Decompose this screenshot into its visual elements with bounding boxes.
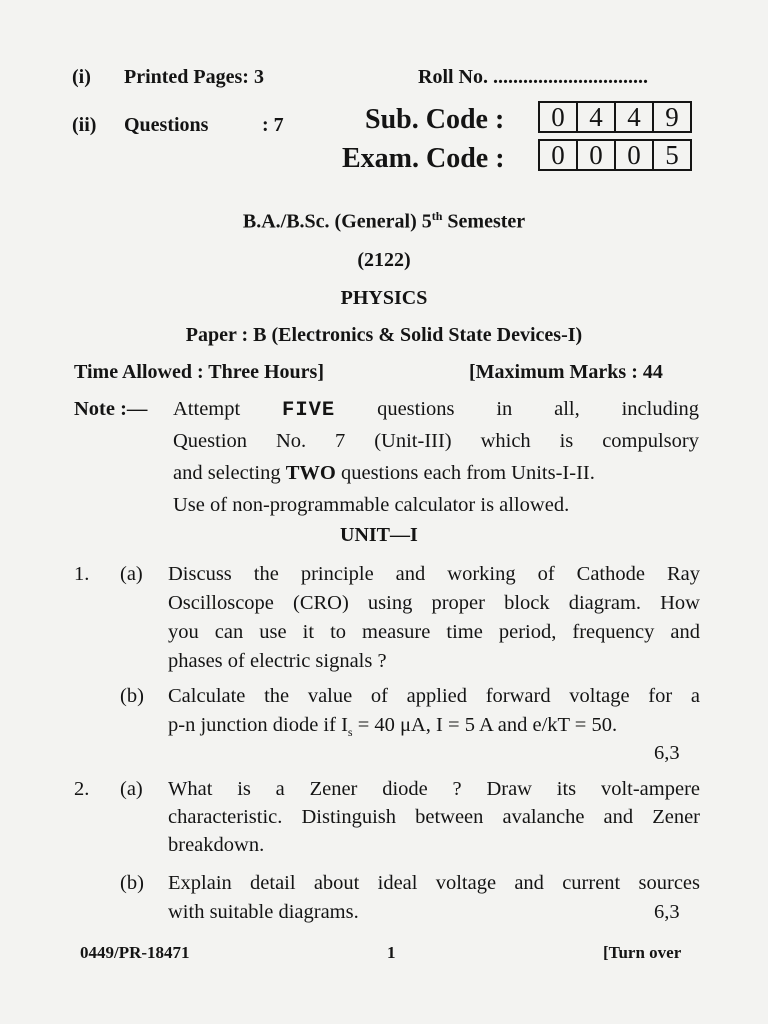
question-1a-line: phases of electric signals ? xyxy=(168,650,387,672)
question-2-number: 2. xyxy=(74,778,90,800)
sub-code-label: Sub. Code : xyxy=(365,104,505,135)
subject-title: PHYSICS xyxy=(340,287,428,309)
question-2a-line: characteristic. Distinguish between avalanche and Zener xyxy=(168,806,700,828)
maximum-marks: [Maximum Marks : 44 xyxy=(469,361,663,383)
question-1b-line: Calculate the value of applied forward voltage for a xyxy=(168,685,700,707)
questions-label: Questions xyxy=(124,114,209,136)
questions-index: (ii) xyxy=(72,114,97,136)
exam-code-digit: 5 xyxy=(665,140,679,170)
question-1-marks: 6,3 xyxy=(654,742,680,764)
question-2b-label: (b) xyxy=(120,872,144,894)
footer-paper-code: 0449/PR-18471 xyxy=(80,943,190,962)
questions-count: : 7 xyxy=(262,114,284,136)
exam-code-boxes xyxy=(538,139,692,171)
question-1a-label: (a) xyxy=(120,563,143,585)
course-title: B.A./B.Sc. (General) 5th Semester xyxy=(242,209,526,233)
unit-heading: UNIT—I xyxy=(340,524,418,546)
question-2b-line: Explain detail about ideal voltage and current sources xyxy=(168,872,700,894)
printed-pages: Printed Pages: 3 xyxy=(124,66,264,88)
exam-code-label: Exam. Code : xyxy=(342,143,505,174)
question-1a-line: you can use it to measure time period, frequency and xyxy=(168,621,700,643)
paper-code: (2122) xyxy=(357,249,411,271)
question-1-number: 1. xyxy=(74,563,90,585)
question-2a-label: (a) xyxy=(120,778,143,800)
question-2a-line: What is a Zener diode ? Draw its volt-ampere xyxy=(168,778,700,800)
note-line-1: Attempt FIVE questions in all, including xyxy=(173,398,700,422)
sub-code-digit: 0 xyxy=(540,103,578,131)
note-line-2: Question No. 7 (Unit-III) which is compulsory xyxy=(173,430,699,452)
question-2-marks: 6,3 xyxy=(654,901,680,923)
sub-code-boxes xyxy=(538,101,692,133)
footer-turn-over: [Turn over xyxy=(603,943,682,962)
question-1a-line: Discuss the principle and working of Cathode Ray xyxy=(168,563,700,585)
sub-code-digit: 4 xyxy=(616,103,654,131)
question-1b-label: (b) xyxy=(120,685,144,707)
question-2a-line: breakdown. xyxy=(168,834,265,856)
exam-code-digit: 0 xyxy=(540,141,578,169)
sub-code-digit: 4 xyxy=(578,103,616,131)
question-1a-line: Oscilloscope (CRO) using proper block diagram. How xyxy=(168,592,700,614)
sub-code-digit: 9 xyxy=(665,102,679,132)
paper-title: Paper : B (Electronics & Solid State Devices-I) xyxy=(185,324,583,346)
question-2b-line: with suitable diagrams. xyxy=(168,901,359,923)
footer-page-number: 1 xyxy=(387,943,396,962)
exam-code-digit: 0 xyxy=(578,141,616,169)
roll-no: Roll No. ............................... xyxy=(418,66,648,88)
note-label: Note :— xyxy=(74,398,148,420)
exam-code-digit: 0 xyxy=(616,141,654,169)
printed-pages-index: (i) xyxy=(72,66,91,88)
question-1b-line: p-n junction diode if $I_s = 40$ μA, I = 5 A and e/kT = 50. xyxy=(168,714,618,740)
note-line-4: Use of non-programmable calculator is allowed. xyxy=(173,494,570,516)
time-allowed: Time Allowed : Three Hours] xyxy=(74,361,324,383)
course-title-superscript: th xyxy=(431,209,443,223)
note-line-3: and selecting TWO questions each from Units-I-II. xyxy=(173,462,595,484)
